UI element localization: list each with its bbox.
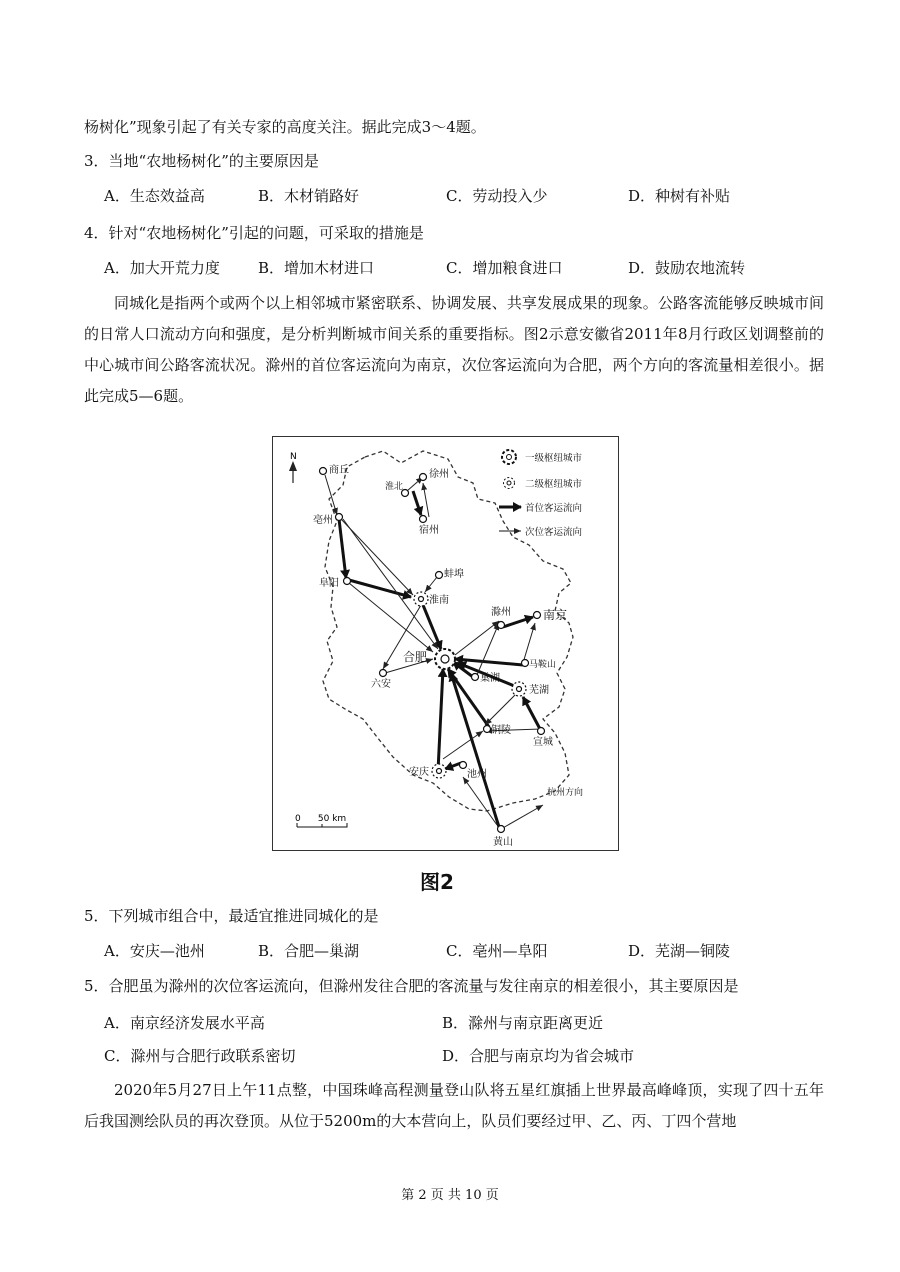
q4-option-c: C．增加粮食进口: [446, 259, 563, 277]
q5-option-a: A．安庆—池州: [104, 942, 205, 960]
label-bozhou: 亳州: [313, 515, 333, 526]
flow-anqing-hefei: [438, 669, 443, 771]
flow-bozhou-fuyang: [339, 519, 346, 578]
node-xuzhou: [420, 474, 427, 481]
q6-option-a: A．南京经济发展水平高: [104, 1014, 265, 1032]
node-shangqiu: [320, 468, 327, 475]
label-huainan: 淮南: [429, 595, 449, 606]
scale-bar: [295, 814, 347, 827]
flow-bozhou-hefei: [343, 519, 438, 649]
node-maanshan: [522, 660, 529, 667]
flow-maanshan-hefei: [455, 659, 523, 665]
label-huaibei: 淮北: [385, 482, 404, 492]
node-nanjing: [534, 612, 541, 619]
node-luan: [380, 670, 387, 677]
figure-caption: 图2: [420, 870, 454, 894]
label-chaohu: 巢湖: [480, 673, 500, 684]
north-label: N: [290, 452, 297, 462]
label-suzhou: 宿州: [419, 525, 439, 536]
figure-2-map: [272, 436, 619, 851]
legend-primary-hub: 一级枢纽城市: [525, 453, 583, 464]
flow-xuancheng-wuhu: [523, 697, 540, 729]
legend-secondary-hub: 二级枢纽城市: [525, 479, 583, 490]
label-luan: 六安: [371, 679, 391, 690]
flow-shangqiu-bozhou: [325, 475, 337, 515]
legend: [499, 450, 583, 538]
flow-huangshan-hangzhou: [501, 805, 543, 829]
node-chuzhou: [498, 622, 505, 629]
page-footer: 第 2 页 共 10 页: [401, 1188, 499, 1203]
q4-option-d: D．鼓励农地流转: [628, 259, 746, 277]
legend-primary-flow: 首位客运流向: [525, 503, 583, 514]
q5-option-b: B．合肥—巢湖: [258, 942, 360, 960]
label-bengbu: 蚌埠: [444, 569, 464, 580]
question-6-options-row2: [104, 1045, 824, 1067]
flow-chuzhou-nanjing: [503, 617, 533, 627]
q3-option-c: C．劳动投入少: [446, 187, 548, 205]
label-fuyang: 阜阳: [319, 578, 339, 589]
label-maanshan: 马鞍山: [529, 660, 557, 670]
flow-huainan-hefei: [423, 605, 441, 649]
node-bengbu: [436, 572, 443, 579]
q5-option-d: D．芜湖—铜陵: [628, 942, 731, 960]
flow-maanshan-nanjing: [523, 623, 535, 663]
q6-option-d: D．合肥与南京均为省会城市: [442, 1047, 635, 1065]
q3-option-d: D．种树有补贴: [628, 187, 731, 205]
node-anqing-core: [437, 769, 442, 774]
question-6-options-row1: [104, 1012, 824, 1034]
node-bozhou: [336, 514, 343, 521]
q3-option-b: B．木材销路好: [258, 187, 360, 205]
question-5-stem: 5．下列城市组合中，最适宜推进同城化的是: [84, 907, 379, 925]
passage-tail: 杨树化”现象引起了有关专家的高度关注。据此完成3～4题。: [84, 118, 486, 136]
label-nanjing: 南京: [543, 608, 568, 622]
label-chizhou: 池州: [467, 769, 487, 780]
legend-secondary-flow: 次位客运流向: [525, 527, 583, 538]
node-suzhou: [420, 516, 427, 523]
flow-wuhu-tongling: [485, 693, 517, 725]
label-hangzhou: 杭州方向: [547, 788, 584, 798]
node-huangshan: [498, 826, 505, 833]
label-xuancheng: 宣城: [533, 737, 553, 748]
label-shangqiu: 商丘: [329, 465, 349, 476]
node-tongling: [484, 726, 491, 733]
label-chuzhou: 滁州: [491, 607, 511, 618]
question-5-options: [104, 940, 824, 962]
label-anqing: 安庆: [409, 767, 429, 778]
flow-bengbu-huainan: [425, 577, 437, 592]
q3-option-a: A．生态效益高: [104, 187, 205, 205]
q6-option-c: C．滁州与合肥行政联系密切: [104, 1047, 296, 1065]
label-huangshan: 黄山: [493, 837, 513, 848]
flow-chaohu-chuzhou: [477, 623, 499, 675]
node-chizhou: [460, 762, 467, 769]
flow-huaibei-suzhou: [413, 491, 421, 515]
question-4-stem: 4．针对“农地杨树化”引起的问题，可采取的措施是: [84, 224, 424, 242]
label-tongling: 铜陵: [491, 725, 511, 736]
node-hefei-core: [441, 655, 449, 663]
q4-option-b: B．增加木材进口: [258, 259, 375, 277]
scale-label: 0 50 km: [295, 814, 347, 824]
q4-option-a: A．加大开荒力度: [104, 259, 220, 277]
flow-chizhou-anqing: [445, 763, 461, 769]
q6-option-b: B．滁州与南京距离更近: [442, 1014, 604, 1032]
question-3-options: [104, 185, 824, 207]
passage-7: 2020年5月27日上午11点整，中国珠峰高程测量登山队将五星红旗插上世界最高峰峰顶，实现了四十五年后我国测绘队员的再次登顶。从位于5200m的大本营向上，队员们要经过甲、乙、丙、丁四个营地: [84, 1081, 824, 1130]
node-chaohu: [472, 674, 479, 681]
node-huainan-core: [419, 597, 424, 602]
question-4-options: [104, 257, 824, 279]
q5-option-c: C．亳州—阜阳: [446, 942, 548, 960]
node-fuyang: [344, 578, 351, 585]
question-6-stem: 5．合肥虽为滁州的次位客运流向，但滁州发往合肥的客流量与发往南京的相差很小，其主要原因是: [84, 977, 739, 995]
label-xuzhou: 徐州: [429, 469, 449, 480]
question-3-stem: 3．当地“农地杨树化”的主要原因是: [84, 152, 319, 170]
north-arrow: [289, 452, 297, 483]
passage-5-6: 同城化是指两个或两个以上相邻城市紧密联系、协调发展、共享发展成果的现象。公路客流能够反映城市间的日常人口流动方向和强度，是分析判断城市间关系的重要指标。图2示意安徽省2011年8月行政区划调整前的中心城市间公路客流状况。滁州的首位客运流向为南京，次位客运流向为合肥，两个方向的客流量相差很小。据此完成5—6题。: [84, 294, 824, 405]
node-xuancheng: [538, 728, 545, 735]
node-wuhu-core: [517, 687, 522, 692]
label-hefei: 合肥: [403, 650, 428, 664]
city-nodes: [320, 468, 545, 833]
flow-suzhou-xuzhou: [423, 483, 429, 517]
label-wuhu: 芜湖: [529, 685, 549, 696]
flow-huangshan-hefei: [451, 673, 499, 827]
